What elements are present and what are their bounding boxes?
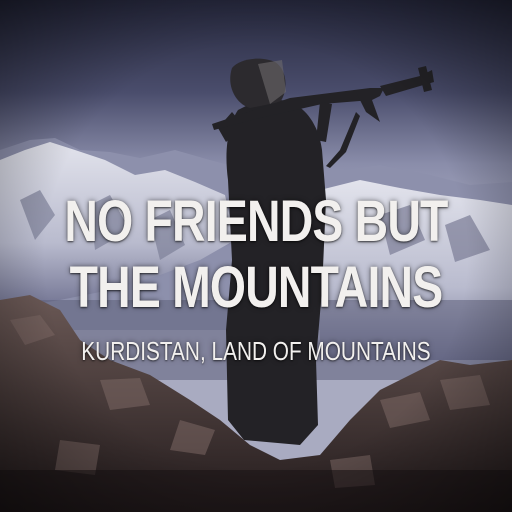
caption-subtitle: KURDISTAN, LAND OF MOUNTAINS [81,336,431,366]
caption-line-1: NO FRIENDS BUT [64,189,448,254]
caption-line-2: THE MOUNTAINS [69,255,443,320]
